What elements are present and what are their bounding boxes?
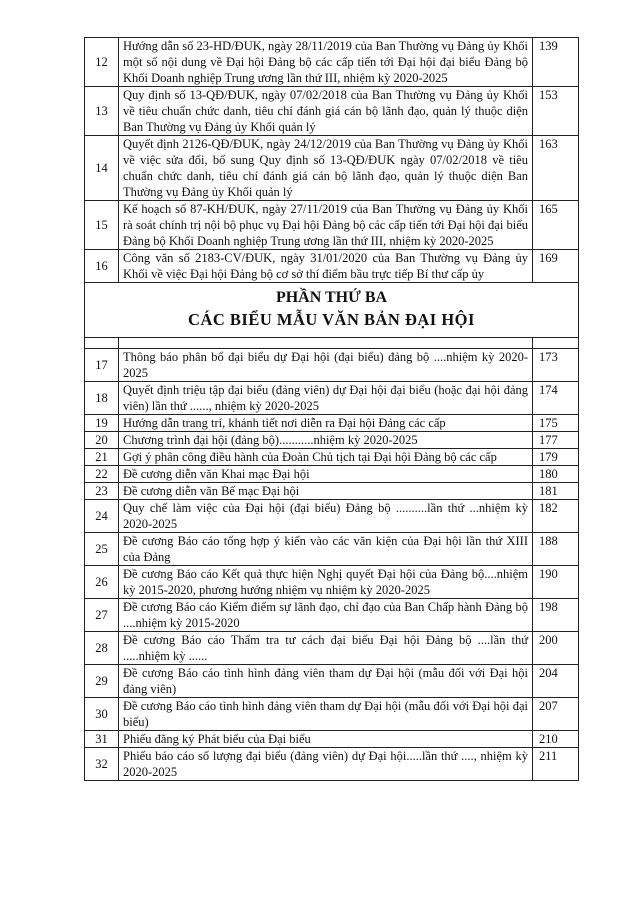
row-number: 18	[85, 382, 119, 415]
toc-row	[85, 665, 579, 698]
toc-row	[85, 748, 579, 781]
row-page-number: 174	[533, 382, 579, 415]
row-number: 29	[85, 665, 119, 698]
row-description: Hướng dẫn trang trí, khánh tiết nơi diễn ra Đại hội Đảng các cấp	[119, 415, 533, 432]
row-description: Đề cương diễn văn Bế mạc Đại hội	[119, 483, 533, 500]
toc-row	[85, 599, 579, 632]
row-description: Chương trình đại hội (đảng bộ)...........nhiệm kỳ 2020-2025	[119, 432, 533, 449]
row-number: 30	[85, 698, 119, 731]
toc-table	[84, 37, 579, 781]
row-page-number: 181	[533, 483, 579, 500]
row-page-number: 204	[533, 665, 579, 698]
row-page-number: 169	[533, 250, 579, 283]
row-page-number: 165	[533, 201, 579, 250]
row-number: 26	[85, 566, 119, 599]
row-page-number: 210	[533, 731, 579, 748]
row-page-number: 177	[533, 432, 579, 449]
spacer-cell	[533, 338, 579, 349]
row-number: 14	[85, 136, 119, 201]
row-page-number: 198	[533, 599, 579, 632]
row-page-number: 153	[533, 87, 579, 136]
row-page-number: 188	[533, 533, 579, 566]
row-number: 27	[85, 599, 119, 632]
part-heading-cell	[85, 283, 579, 338]
part-title: PHẦN THỨ BA	[275, 289, 388, 306]
part-heading	[85, 283, 579, 349]
row-description: Đề cương Báo cáo tình hình đảng viên tham dự Đại hội (mẫu đối với Đại hội đảng viên)	[119, 665, 533, 698]
row-description: Hướng dẫn số 23-HD/ĐUK, ngày 28/11/2019 của Ban Thường vụ Đảng ủy Khối một số nội dung về Đại hội Đảng bộ các cấp tiến tới Đại hội đại biểu Đảng bộ Khối Doanh nghiệp Trung ương lần thứ III, nhiệm kỳ 2020-2025	[119, 38, 533, 87]
row-description: Đề cương Báo cáo tình hình đảng viên tham dự Đại hội (mẫu đối với Đại hội đại biểu)	[119, 698, 533, 731]
row-number: 24	[85, 500, 119, 533]
row-number: 20	[85, 432, 119, 449]
row-number: 12	[85, 38, 119, 87]
row-number: 15	[85, 201, 119, 250]
toc-row	[85, 382, 579, 415]
row-description: Quy định số 13-QĐ/ĐUK, ngày 07/02/2018 của Ban Thường vụ Đảng ủy Khối về tiêu chuẩn chức danh, tiêu chí đánh giá cán bộ lãnh đạo, quản lý thuộc diện Ban Thường vụ Đảng ủy Khối quản lý	[119, 87, 533, 136]
toc-row	[85, 250, 579, 283]
row-description: Quy chế làm việc của Đại hội (đại biểu) Đảng bộ ..........lần thứ ...nhiệm kỳ 2020-2025	[119, 500, 533, 533]
toc-row	[85, 500, 579, 533]
row-description: Đề cương diễn văn Khai mạc Đại hội	[119, 466, 533, 483]
toc-row	[85, 415, 579, 432]
row-number: 19	[85, 415, 119, 432]
row-description: Phiếu đăng ký Phát biểu của Đại biểu	[119, 731, 533, 748]
toc-row	[85, 87, 579, 136]
part-heading-row	[85, 283, 579, 338]
row-page-number: 182	[533, 500, 579, 533]
toc-row	[85, 483, 579, 500]
row-number: 32	[85, 748, 119, 781]
toc-row	[85, 466, 579, 483]
row-number: 28	[85, 632, 119, 665]
row-page-number: 139	[533, 38, 579, 87]
toc-row	[85, 38, 579, 87]
spacer-cell	[119, 338, 533, 349]
row-page-number: 207	[533, 698, 579, 731]
row-number: 22	[85, 466, 119, 483]
row-page-number: 200	[533, 632, 579, 665]
row-description: Đề cương Báo cáo tổng hợp ý kiến vào các văn kiện của Đại hội lần thứ XIII của Đảng	[119, 533, 533, 566]
row-page-number: 190	[533, 566, 579, 599]
toc-page	[84, 37, 579, 781]
toc-row	[85, 632, 579, 665]
row-description: Đề cương Báo cáo Kiểm điểm sự lãnh đạo, chỉ đạo của Ban Chấp hành Đảng bộ ....nhiệm kỳ 2015-2020	[119, 599, 533, 632]
part-subtitle: CÁC BIỂU MẪU VĂN BẢN ĐẠI HỘI	[188, 310, 475, 329]
toc-row	[85, 731, 579, 748]
row-page-number: 179	[533, 449, 579, 466]
toc-row	[85, 533, 579, 566]
toc-row	[85, 349, 579, 382]
row-description: Kế hoạch số 87-KH/ĐUK, ngày 27/11/2019 của Ban Thường vụ Đảng ủy Khối rà soát chính trị nội bộ phục vụ Đại hội Đảng bộ các cấp tiến tới Đại hội đại biểu Đảng bộ Khối Doanh nghiệp Trung ương lần thứ III, nhiệm kỳ 2020-2025	[119, 201, 533, 250]
row-number: 23	[85, 483, 119, 500]
row-description: Đề cương Báo cáo Kết quả thực hiện Nghị quyết Đại hội của Đảng bộ....nhiệm kỳ 2015-2020, phương hướng nhiệm vụ nhiệm kỳ 2020-2025	[119, 566, 533, 599]
row-page-number: 163	[533, 136, 579, 201]
spacer-row	[85, 338, 579, 349]
row-page-number: 175	[533, 415, 579, 432]
row-page-number: 180	[533, 466, 579, 483]
spacer-cell	[85, 338, 119, 349]
row-description: Gợi ý phân công điều hành của Đoàn Chủ tịch tại Đại hội Đảng bộ các cấp	[119, 449, 533, 466]
row-description: Đề cương Báo cáo Thẩm tra tư cách đại biểu Đại hội Đảng bộ ....lần thứ .....nhiệm kỳ ......	[119, 632, 533, 665]
row-number: 31	[85, 731, 119, 748]
toc-row	[85, 432, 579, 449]
toc-row	[85, 449, 579, 466]
row-description: Công văn số 2183-CV/ĐUK, ngày 31/01/2020 của Ban Thường vụ Đảng ủy Khối về việc Đại hội Đảng bộ cơ sở thí điểm bầu trực tiếp Bí thư cấp ủy	[119, 250, 533, 283]
row-number: 25	[85, 533, 119, 566]
toc-row	[85, 136, 579, 201]
toc-row	[85, 698, 579, 731]
row-number: 17	[85, 349, 119, 382]
row-description: Phiếu báo cáo số lượng đại biểu (đảng viên) dự Đại hội.....lần thứ ...., nhiệm kỳ 2020-2025	[119, 748, 533, 781]
row-page-number: 173	[533, 349, 579, 382]
row-description: Thông báo phân bổ đại biểu dự Đại hội (đại biểu) đảng bộ ....nhiệm kỳ 2020-2025	[119, 349, 533, 382]
row-number: 16	[85, 250, 119, 283]
toc-section-a	[85, 38, 579, 283]
toc-row	[85, 566, 579, 599]
row-description: Quyết định 2126-QĐ/ĐUK, ngày 24/12/2019 của Ban Thường vụ Đảng ủy Khối về việc sửa đổi, bổ sung Quy định số 13-QĐ/ĐUK ngày 07/02/2018 về tiêu chuẩn chức danh, tiêu chí đánh giá cán bộ lãnh đạo, quản lý thuộc diện Ban Thường vụ Đảng ủy Khối quản lý	[119, 136, 533, 201]
row-description: Quyết định triệu tập đại biểu (đảng viên) dự Đại hội đại biểu (hoặc đại hội đảng viên) lần thứ ......, nhiệm kỳ 2020-2025	[119, 382, 533, 415]
toc-section-b	[85, 349, 579, 781]
row-page-number: 211	[533, 748, 579, 781]
row-number: 13	[85, 87, 119, 136]
toc-row	[85, 201, 579, 250]
row-number: 21	[85, 449, 119, 466]
